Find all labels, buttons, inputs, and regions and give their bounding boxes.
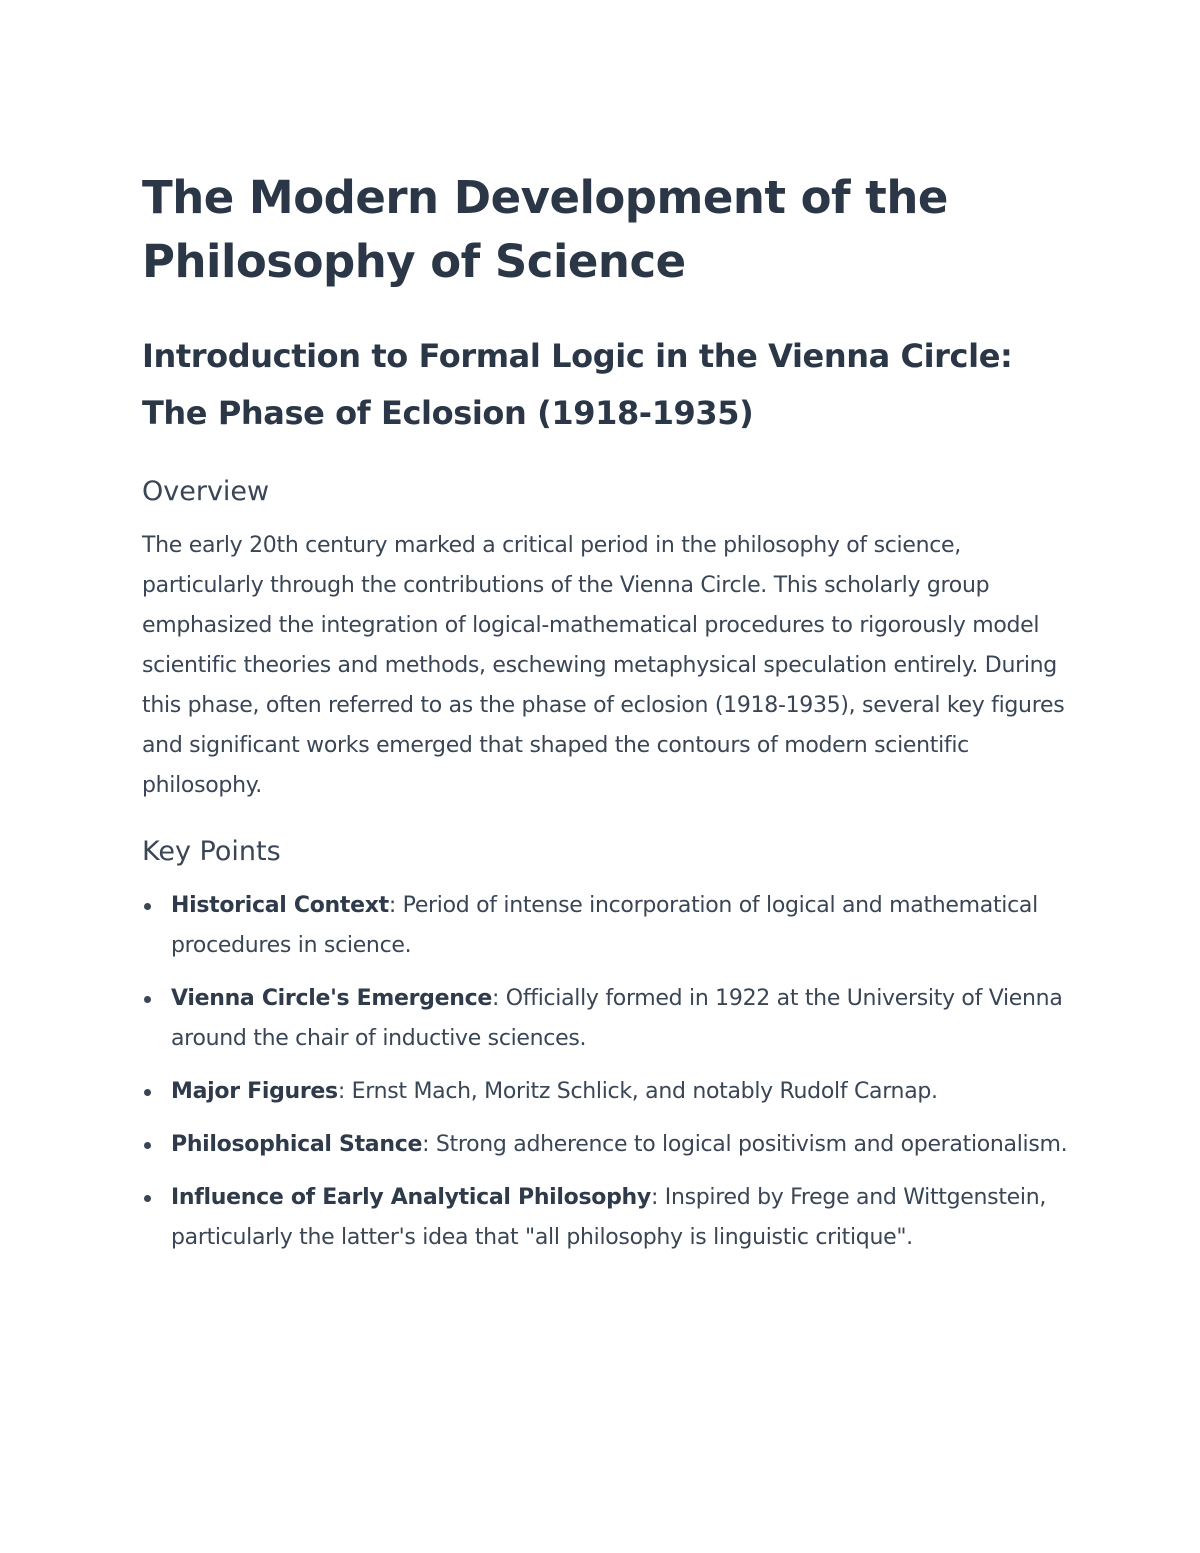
section-title: Introduction to Formal Logic in the Vienna Circle: The Phase of Eclosion (1918-1935): [142, 337, 1013, 432]
bullet-icon: [144, 996, 151, 1003]
key-point-separator: :: [491, 986, 506, 1011]
list-item: [142, 1125, 1072, 1165]
overview-paragraph: The early 20th century marked a critical period in the philosophy of science, particularly through the contributions of the Vienna Circle. This scholarly group emphasized the integration of logical-mathematical procedures to rigorously model scientific theories and methods, eschewing metaphysical speculation entirely. During this phase, often referred to as the phase of eclosion (1918-1935), several key figures and significant works emerged that shaped the contours of modern scientific philosophy.: [142, 533, 1065, 798]
list-item: [142, 979, 1072, 1059]
bullet-icon: [144, 1195, 151, 1202]
key-point-text: Inspired by Frege and Wittgenstein, particularly the latter's idea that "all philosophy is linguistic critique".: [171, 1185, 1047, 1250]
list-item: [142, 886, 1072, 966]
key-point-text: Strong adherence to logical positivism and operationalism.: [435, 1132, 1068, 1157]
list-item: [142, 1072, 1072, 1112]
key-point-term: Vienna Circle's Emergence: [171, 986, 492, 1011]
key-point-separator: :: [388, 893, 403, 918]
key-points-heading: Key Points: [142, 836, 281, 867]
key-point-text: Ernst Mach, Moritz Schlick, and notably Rudolf Carnap.: [351, 1079, 938, 1104]
bullet-icon: [144, 1089, 151, 1096]
bullet-icon: [144, 903, 151, 910]
key-point-text: Period of intense incorporation of logical and mathematical procedures in science.: [171, 893, 1038, 958]
key-point-separator: :: [650, 1185, 665, 1210]
bullet-icon: [144, 1142, 151, 1149]
key-point-term: Philosophical Stance: [171, 1132, 423, 1157]
key-points-list: [142, 886, 1072, 1258]
document-page: [142, 166, 1072, 1271]
overview-heading: Overview: [142, 476, 270, 507]
document-title: The Modern Development of the Philosophy of Science: [142, 171, 948, 288]
list-item: [142, 1178, 1072, 1258]
key-point-text: Officially formed in 1922 at the University of Vienna around the chair of inductive sciences.: [171, 986, 1063, 1051]
key-point-term: Influence of Early Analytical Philosophy: [171, 1185, 651, 1210]
key-point-term: Historical Context: [171, 893, 389, 918]
key-point-term: Major Figures: [171, 1079, 338, 1104]
key-point-separator: :: [422, 1132, 436, 1157]
key-point-separator: :: [337, 1079, 352, 1104]
